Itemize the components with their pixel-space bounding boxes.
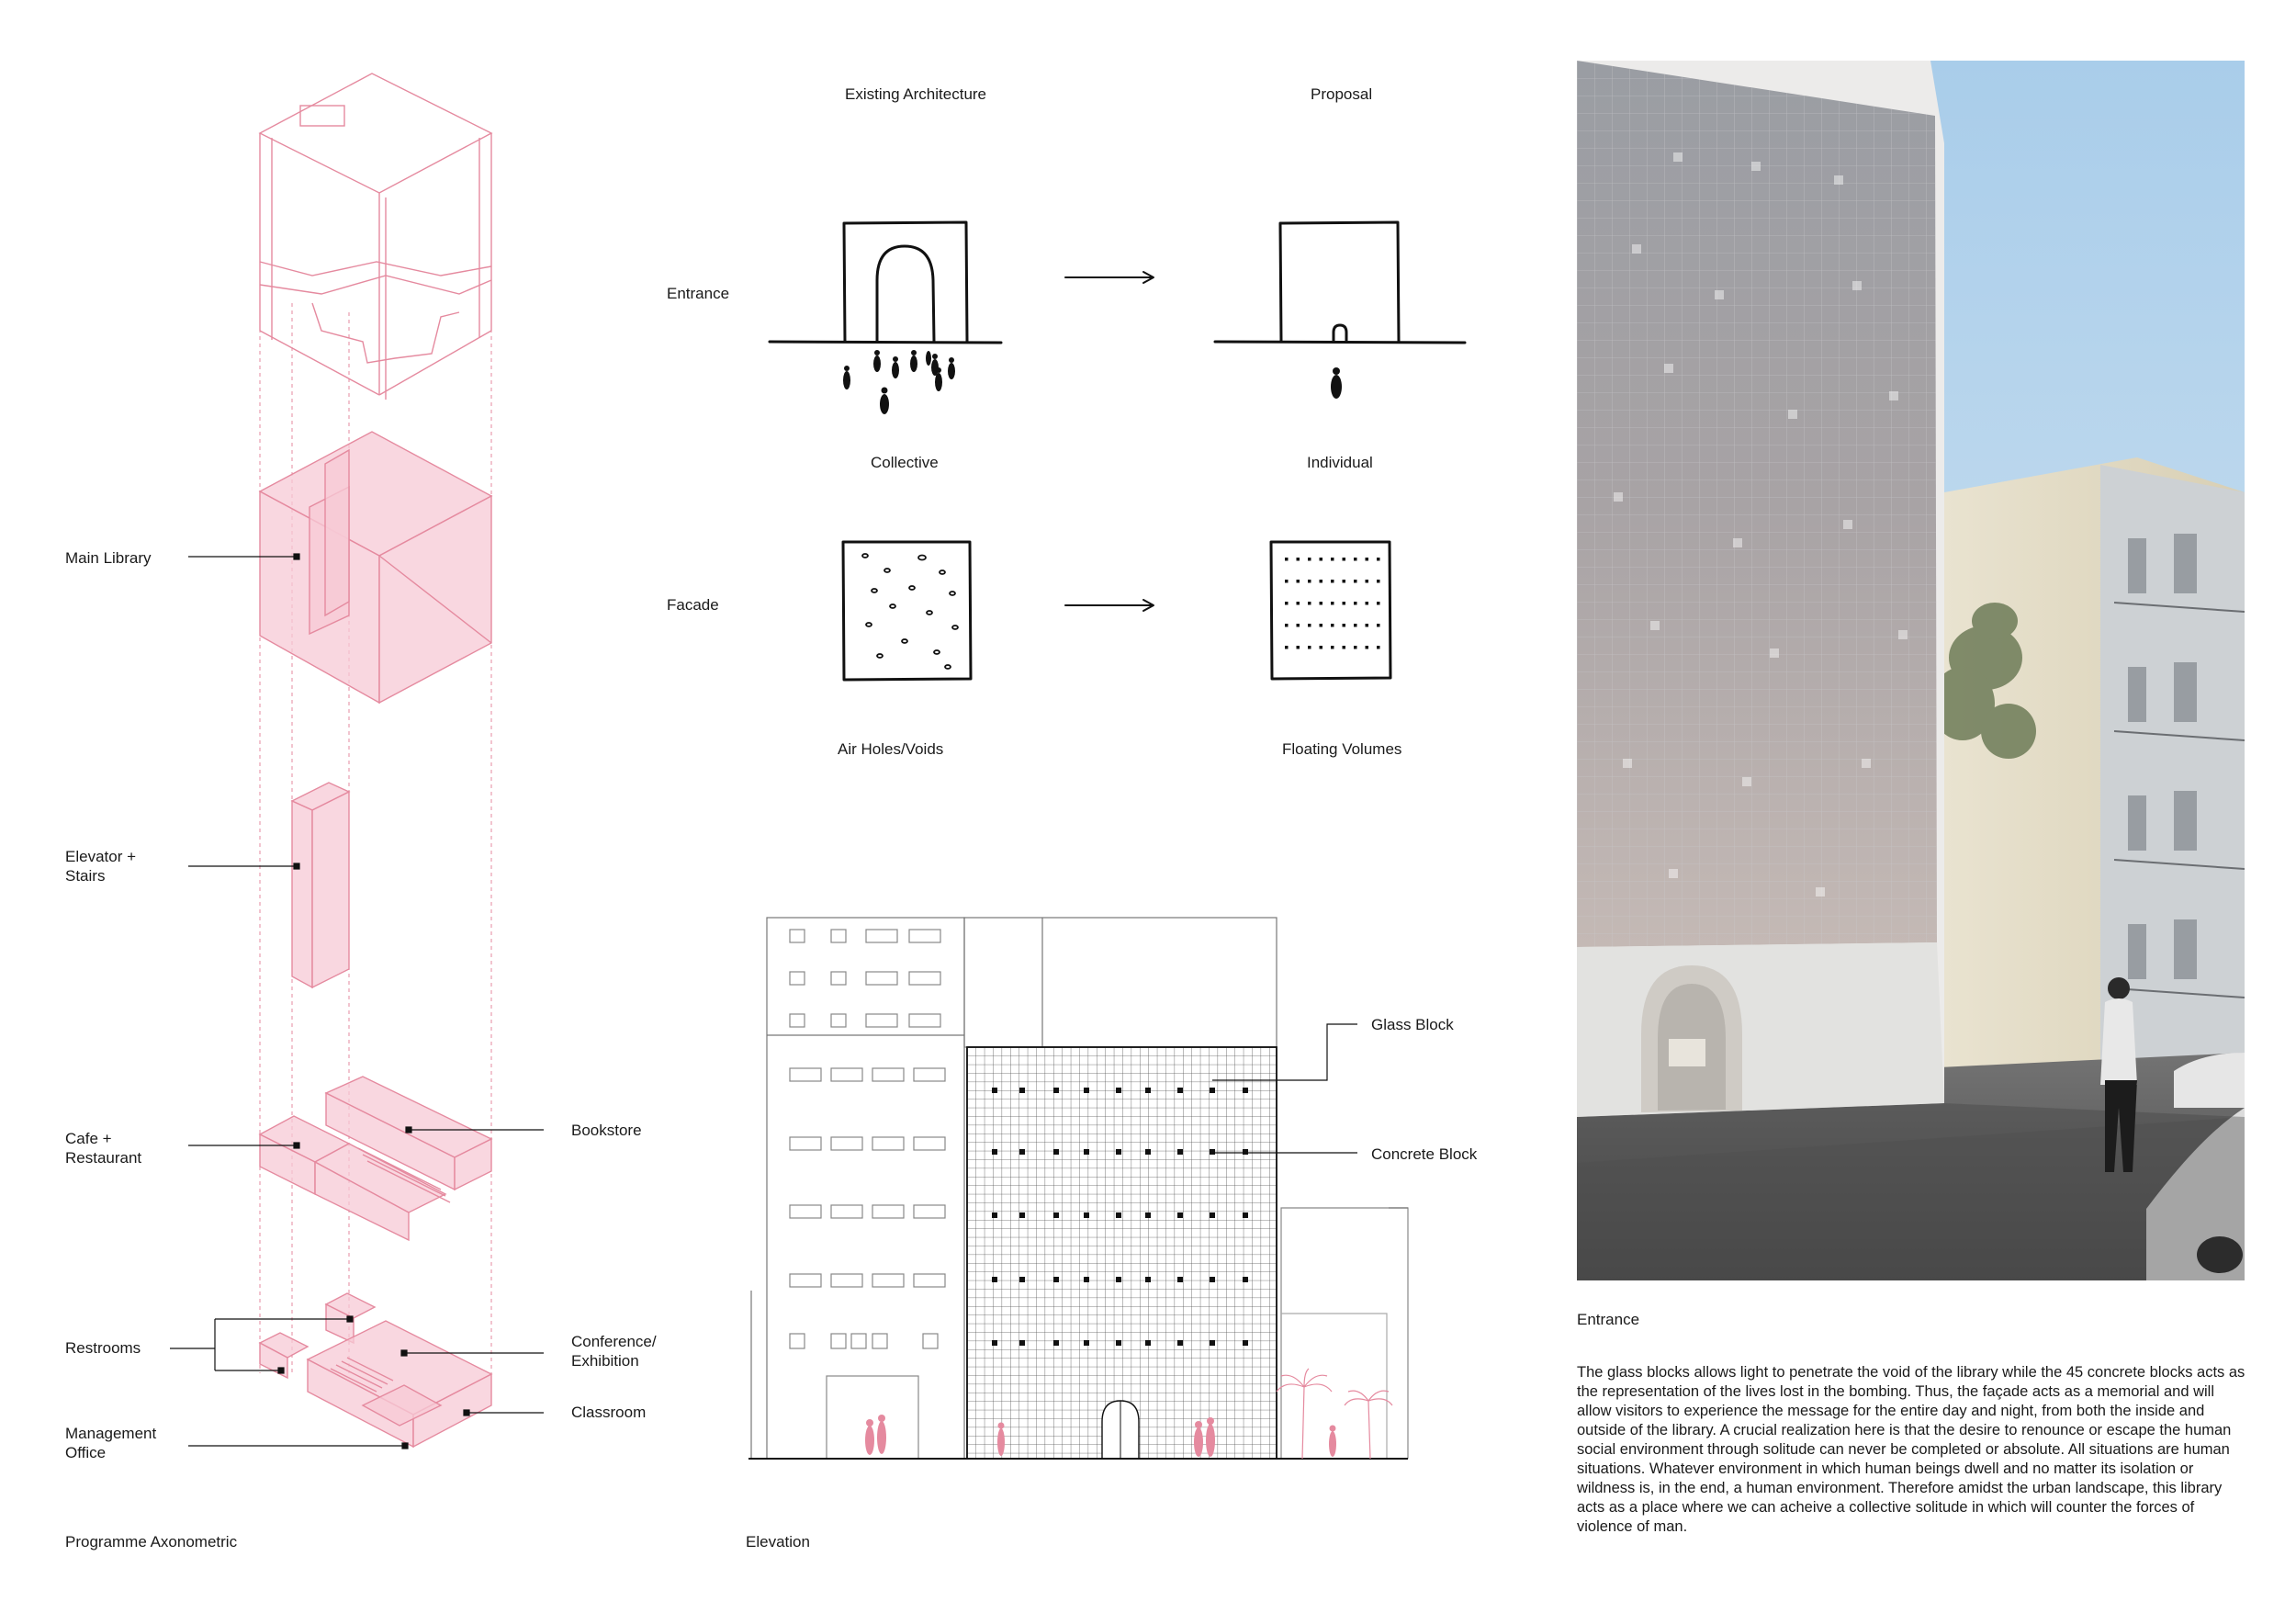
caption-programme-axonometric: Programme Axonometric [65, 1533, 238, 1551]
label-management-office: Management Office [65, 1425, 157, 1461]
elevator-stairs-volume [292, 783, 349, 987]
cafe-bookstore-volume [260, 1077, 491, 1240]
main-library-volume [260, 432, 491, 703]
caption-collective: Collective [871, 454, 939, 471]
caption-individual: Individual [1307, 454, 1373, 471]
caption-air-holes: Air Holes/Voids [838, 740, 944, 758]
caption-entrance: Entrance [1577, 1311, 1640, 1328]
label-elevator-stairs: Elevator + Stairs [65, 848, 137, 885]
label-restrooms: Restrooms [65, 1339, 141, 1357]
label-cafe-restaurant: Cafe + Restaurant [65, 1130, 142, 1167]
header-proposal: Proposal [1311, 85, 1373, 103]
label-concrete-block: Concrete Block [1371, 1145, 1478, 1163]
row-label-facade: Facade [667, 596, 719, 614]
top-massing [260, 73, 491, 400]
entrance-photo [1577, 61, 2245, 1280]
caption-elevation: Elevation [746, 1533, 810, 1551]
project-description: The glass blocks allows light to penetrate the void of the library while the 45 concrete blocks acts as the representation of the lives lost in the bombing. Thus, the façade acts as a memorial and will allow visitors to experience the message for the entire day and night, from both the inside and outside of the library. A crucial realization here is that the desire to renounce or escape the human social environment through solitude can never be completed or absolute. All situations are human situations. Whatever environment in which human beings dwell and no matter its isolation or wildness is, in the end, a human environment. Therefore amidst the urban landscape, this library acts as a place where we can acheive a collective solitude in which will counter the forces of violence of man. [1577, 1364, 2245, 1535]
label-glass-block: Glass Block [1371, 1016, 1454, 1033]
ground-floor-volume [260, 1293, 491, 1447]
label-conference-exhibition: Conference/ Exhibition [571, 1333, 657, 1370]
label-bookstore: Bookstore [571, 1122, 642, 1139]
row-label-entrance: Entrance [667, 285, 730, 302]
label-main-library: Main Library [65, 549, 152, 567]
caption-floating-volumes: Floating Volumes [1282, 740, 1402, 758]
header-existing-architecture: Existing Architecture [845, 85, 987, 103]
label-classroom: Classroom [571, 1404, 647, 1421]
